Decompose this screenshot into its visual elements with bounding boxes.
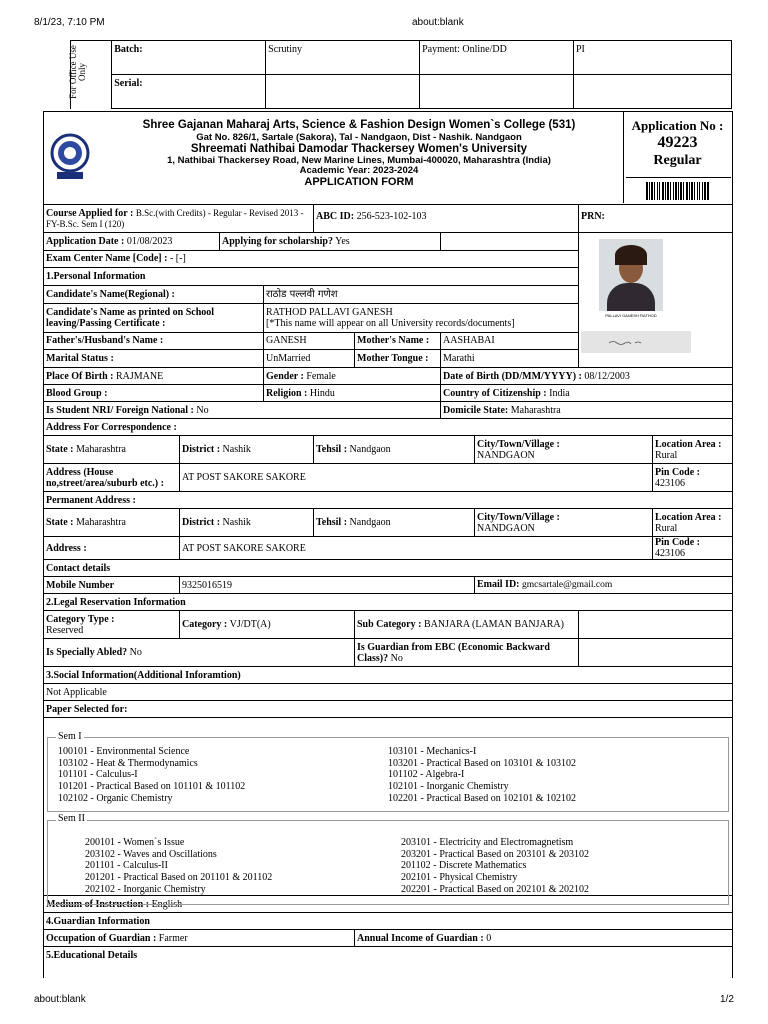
blank-cell-a [441, 233, 579, 251]
empty-cell-3 [574, 75, 732, 109]
barcode-stripe [709, 182, 710, 200]
perm-district-cell: District : Nashik [180, 509, 314, 537]
serial-cell: Serial: [112, 75, 266, 109]
application-barcode [646, 182, 728, 200]
mobile-value: 9325016519 [180, 577, 475, 594]
office-use-table [70, 40, 732, 109]
office-use-label: For Office Use Only [68, 45, 87, 99]
blank-cell-b [579, 611, 733, 639]
application-type: Regular [653, 153, 702, 168]
regional-name-value: राठोड पल्लवी गणेश [264, 285, 579, 303]
personal-info-heading: 1.Personal Information [44, 268, 579, 286]
social-heading: 3.Social Information(Additional Inforamtion) [44, 667, 733, 684]
corr-tehsil-cell: Tehsil : Nandgaon [314, 436, 475, 464]
college-name: Shree Gajanan Maharaj Arts, Science & Fashion Design Women`s College (531) [142, 119, 576, 131]
dob-cell: Date of Birth (DD/MM/YYYY) : 08/12/2003 [441, 368, 733, 385]
prn-cell: PRN: [579, 205, 733, 233]
email-cell: Email ID: gmcsartale@gmail.com [475, 577, 733, 594]
paper-item: 102101 - Inorganic Chemistry [388, 781, 509, 793]
print-footer-url: about:blank [34, 994, 86, 1005]
perm-location-cell: Location Area : Rural [653, 509, 733, 537]
father-name-value: GANESH [264, 332, 355, 350]
empty-cell-2 [420, 75, 574, 109]
batch-cell: Batch: [112, 41, 266, 75]
perm-state-cell: State : Maharashtra [44, 509, 180, 537]
paper-item: 103101 - Mechanics-I [388, 746, 477, 757]
sem1-right-list [388, 746, 576, 805]
mother-name-label: Mother's Name : [355, 332, 441, 350]
regional-name-label: Candidate's Name(Regional) : [44, 285, 264, 303]
paper-item: 100101 - Environmental Science [58, 746, 190, 757]
perm-address-label: Address : [44, 537, 180, 560]
print-title: about:blank [412, 17, 464, 28]
paper-item: 103201 - Practical Based on 103101 & 103102 [388, 757, 577, 769]
abc-id-cell: ABC ID: 256-523-102-103 [314, 205, 579, 233]
guardian-heading: 4.Guardian Information [44, 913, 733, 930]
perm-city-cell: City/Town/Village : NANDGAON [475, 509, 653, 537]
perm-tehsil-cell: Tehsil : Nandgaon [314, 509, 475, 537]
paper-item: 203102 - Waves and Oscillations [85, 848, 217, 860]
pi-cell: PI [574, 41, 732, 75]
education-heading: 5.Educational Details [44, 947, 733, 964]
papers-heading: Paper Selected for: [44, 701, 733, 718]
mother-name-value: AASHABAI [441, 332, 579, 350]
application-number: 49223 [657, 134, 698, 151]
permanent-heading: Permanent Address : [44, 492, 733, 509]
sem1-label: Sem I [58, 731, 82, 742]
printed-name-value: RATHOD PALLAVI GANESH [*This name will appear on all University records/documents] [264, 303, 579, 332]
printed-name-label: Candidate's Name as printed on School leaving/Passing Certificate : [44, 303, 264, 332]
empty-cell-1 [266, 75, 420, 109]
college-address: Gat No. 826/1, Sartale (Sakora), Tal - Nandgaon, Dist - Nashik. Nandgaon [196, 132, 522, 143]
paper-item: 102201 - Practical Based on 102101 & 102102 [388, 792, 577, 804]
corr-address-label: Address (House no,street/area/suburb etc.) : [44, 464, 180, 492]
university-name: Shreemati Nathibai Damodar Thackersey Women's University [190, 143, 528, 155]
corr-state-cell: State : Maharashtra [44, 436, 180, 464]
place-of-birth-cell: Place Of Birth : RAJMANE [44, 368, 264, 385]
subcategory-cell: Sub Category : BANJARA (LAMAN BANJARA) [355, 611, 579, 639]
print-page-number: 1/2 [720, 994, 734, 1005]
citizenship-cell: Country of Citizenship : India [441, 385, 733, 402]
mother-tongue-value: Marathi [441, 350, 579, 368]
category-cell: Category : VJ/DT(A) [180, 611, 355, 639]
scholarship-cell: Applying for scholarship? Yes [220, 233, 441, 251]
blood-group-cell: Blood Group : [44, 385, 264, 402]
corr-city-cell: City/Town/Village : NANDGAON [475, 436, 653, 464]
paper-item: 103102 - Heat & Thermodynamics [58, 757, 198, 769]
marital-status-label: Marital Status : [44, 350, 264, 368]
paper-item: 101102 - Algebra-I [388, 769, 465, 781]
barcode-divider [626, 177, 731, 178]
paper-item: 102102 - Organic Chemistry [58, 792, 173, 804]
office-label-cell [68, 41, 112, 109]
corr-pin-cell: Pin Code : 423106 [653, 464, 733, 492]
paper-item: 202102 - Inorganic Chemistry [85, 883, 206, 895]
exam-center-cell: Exam Center Name [Code] : - [-] [44, 250, 579, 268]
form-title: APPLICATION FORM [304, 176, 414, 188]
photo-area [581, 235, 727, 365]
sem1-left-list [58, 746, 245, 805]
blank-cell-c [579, 639, 733, 667]
paper-item: 101101 - Calculus-I [58, 769, 138, 781]
contact-heading: Contact details [44, 560, 733, 577]
social-value: Not Applicable [44, 684, 733, 701]
nri-cell: Is Student NRI/ Foreign National : No [44, 402, 441, 419]
photo-cell [579, 233, 733, 368]
income-cell: Annual Income of Guardian : 0 [355, 930, 733, 947]
sem2-right-list [401, 837, 589, 896]
medium-cell: Medium of Instruction : English [44, 896, 733, 913]
corr-location-cell: Location Area : Rural [653, 436, 733, 464]
father-name-label: Father's/Husband's Name : [44, 332, 264, 350]
ebc-cell: Is Guardian from EBC (Economic Backward Class)? No [355, 639, 579, 667]
paper-item: 202101 - Physical Chemistry [401, 872, 518, 884]
paper-item: 200101 - Women`s Issue [85, 837, 185, 848]
paper-item: 203201 - Practical Based on 203101 & 203102 [401, 848, 590, 860]
perm-address-value: AT POST SAKORE SAKORE [180, 537, 653, 560]
category-type-cell: Category Type : Reserved [44, 611, 180, 639]
corr-district-cell: District : Nashik [180, 436, 314, 464]
candidate-signature [581, 331, 691, 353]
marital-status-value: UnMarried [264, 350, 355, 368]
sem2-label: Sem II [58, 813, 85, 824]
mobile-label: Mobile Number [44, 577, 180, 594]
paper-item: 201201 - Practical Based on 201101 & 201102 [85, 872, 273, 884]
corr-address-value: AT POST SAKORE SAKORE [180, 464, 653, 492]
mother-tongue-label: Mother Tongue : [355, 350, 441, 368]
gender-cell: Gender : Female [264, 368, 441, 385]
university-logo [46, 131, 94, 181]
application-label: Application No : [631, 118, 724, 133]
domicile-cell: Domicile State: Maharashtra [441, 402, 733, 419]
reservation-heading: 2.Legal Reservation Information [44, 594, 733, 611]
perm-pin-cell: Pin Code : 423106 [653, 537, 733, 560]
paper-item: 101201 - Practical Based on 101101 & 101102 [58, 781, 246, 793]
application-box [624, 118, 731, 170]
print-datetime: 8/1/23, 7:10 PM [34, 17, 105, 28]
scrutiny-cell: Scrutiny [266, 41, 420, 75]
correspondence-heading: Address For Correspondence : [44, 419, 733, 436]
religion-cell: Religion : Hindu [264, 385, 441, 402]
paper-item: 201101 - Calculus-II [85, 860, 168, 872]
payment-cell: Payment: Online/DD [420, 41, 574, 75]
paper-item: 203101 - Electricity and Electromagnetism [401, 837, 574, 848]
signature-scribble [581, 331, 691, 353]
paper-item: 201102 - Discrete Mathematics [401, 860, 527, 872]
application-date-cell: Application Date : 01/08/2023 [44, 233, 220, 251]
course-cell: Course Applied for : B.Sc.(with Credits) - Regular - Revised 2013 - FY-B.Sc. Sem I (120) [44, 205, 314, 233]
university-address: 1, Nathibai Thackersey Road, New Marine Lines, Mumbai-400020, Maharashtra (India) [167, 155, 551, 166]
candidate-photo: PALLAVI GANESH RATHOD [599, 239, 663, 321]
specially-abled-cell: Is Specially Abled? No [44, 639, 355, 667]
college-header [43, 111, 624, 203]
occupation-cell: Occupation of Guardian : Farmer [44, 930, 355, 947]
academic-year: Academic Year: 2023-2024 [299, 165, 419, 176]
sem2-left-list [85, 837, 272, 896]
paper-item: 202201 - Practical Based on 202101 & 202102 [401, 883, 590, 895]
